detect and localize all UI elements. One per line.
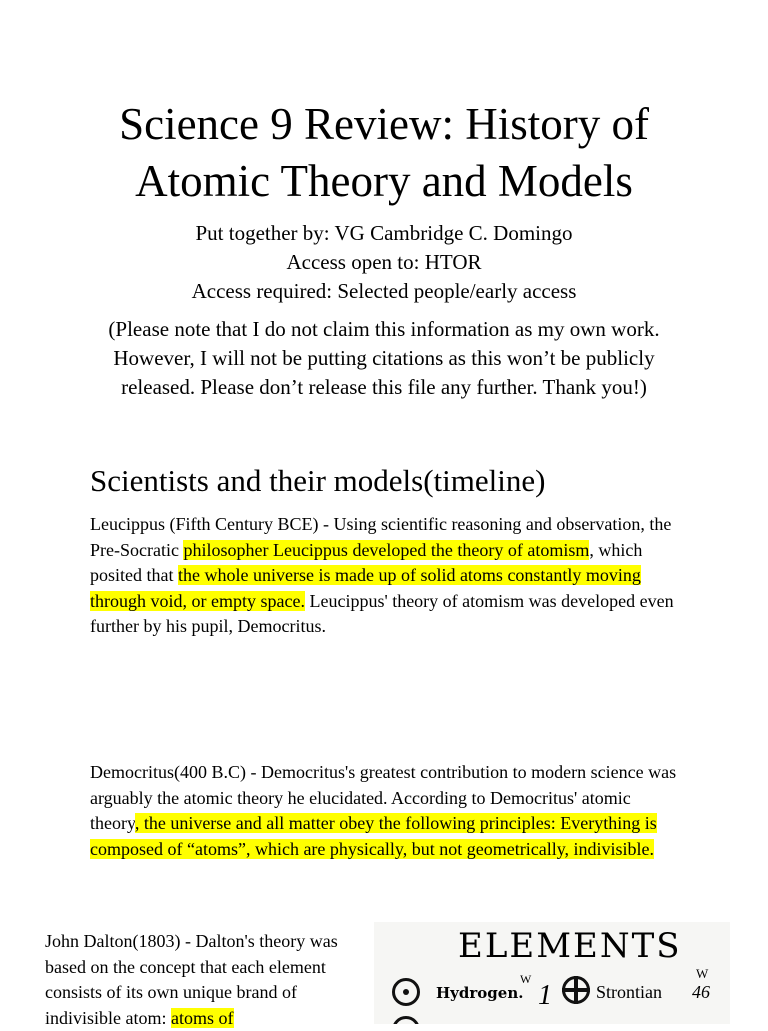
dalton-text-1: John Dalton(1803) - Dalton's theory was based on the concept that each element consists of its own unique brand of indivisible atom: [45,931,338,1028]
title-line-1: Science 9 Review: History of [119,99,649,149]
leucippus-highlight-1: philosopher Leucippus developed the theory of atomism [183,539,590,560]
leucippus-paragraph [90,512,680,640]
leucippus-highlight-2: the whole universe is made up of solid atoms constantly moving through void, or empty space. [90,565,641,611]
leucippus-text-3: Leucippus' theory of atomism was developed even further by his pupil, Democritus. [90,590,674,636]
author-line: Put together by: VG Cambridge C. Domingo [195,221,573,245]
democritus-highlight-1: , the universe and all matter obey the following principles: Everything is composed of “atoms”, which are physically, but not geometrically, indivisible. [90,813,657,859]
document-meta [60,219,708,306]
weight-value-2: 46 [692,982,710,1002]
document-title [60,96,708,210]
section-heading: Scientists and their models(timeline) [90,463,546,498]
weight-value-1: 1 [538,980,552,1011]
democritus-text-1: Democritus(400 B.C) - Democritus's greatest contribution to modern science was arguably the atomic theory he elucidated. According to Democritus' atomic theory [90,762,677,833]
element-symbol-icon [392,1016,420,1024]
dalton-highlight-1: atoms of [171,1007,234,1028]
disclaimer-note: (Please note that I do not claim this information as my own work. However, I will not be putting citations as this won’t be publicly released. Please don’t release this file any further. Thank you!) [108,317,660,399]
dalton-elements-image [374,922,730,1024]
access-required-line: Access required: Selected people/early access [191,279,577,303]
democritus-paragraph [90,760,680,862]
weight-mark-1: W [520,972,532,986]
strontian-label: Strontian [596,982,662,1002]
hydrogen-symbol-icon [392,978,420,1006]
weight-mark-2: W [696,966,709,981]
access-open-line: Access open to: HTOR [286,250,482,274]
leucippus-text-2: , which posited that [90,539,643,585]
hydrogen-label: Hydrogen. [436,984,524,1002]
dalton-paragraph [45,929,345,1031]
elements-heading: ELEMENTS [458,926,682,966]
title-line-2: Atomic Theory and Models [135,156,633,206]
strontian-symbol-icon [562,976,590,1004]
leucippus-text-1: Leucippus (Fifth Century BCE) - Using scientific reasoning and observation, the Pre-Socratic [90,514,672,560]
